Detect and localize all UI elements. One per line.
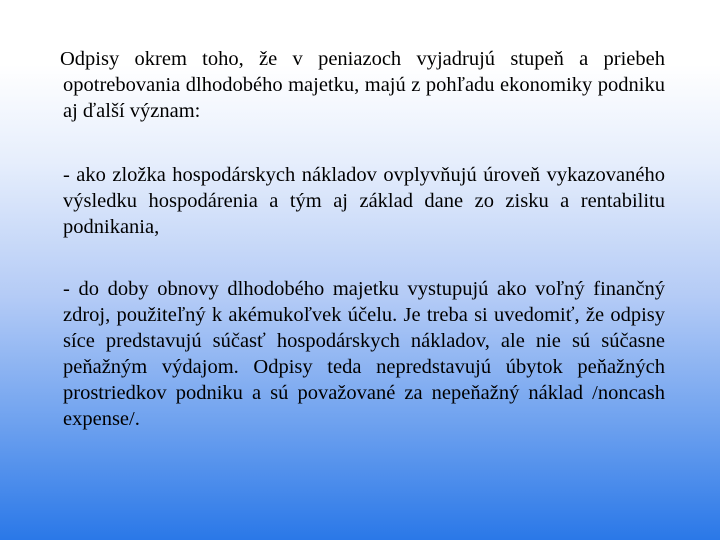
bullet-paragraph-financing-source: - do doby obnovy dlhodobého majetku vystupujú ako voľný finančný zdroj, použiteľný k akémukoľvek účelu. Je treba si uvedomiť, že odpisy síce predstavujú súčasť hospodárskych nákladov, ale nie sú súčasne peňažným výdajom. Odpisy teda nepredstavujú úbytok peňažných prostriedkov podniku a sú považované za nepeňažný náklad /noncash expense/.: [63, 278, 665, 430]
bullet-paragraph-cost-component: - ako zložka hospodárskych nákladov ovplyvňujú úroveň vykazovaného výsledku hospodárenia a tým aj základ dane zo zisku a rentabilitu podnikania,: [63, 164, 665, 238]
intro-paragraph: Odpisy okrem toho, že v peniazoch vyjadrujú stupeň a priebeh opotrebovania dlhodobého majetku, majú z pohľadu ekonomiky podniku aj ďalší význam:: [60, 48, 665, 122]
